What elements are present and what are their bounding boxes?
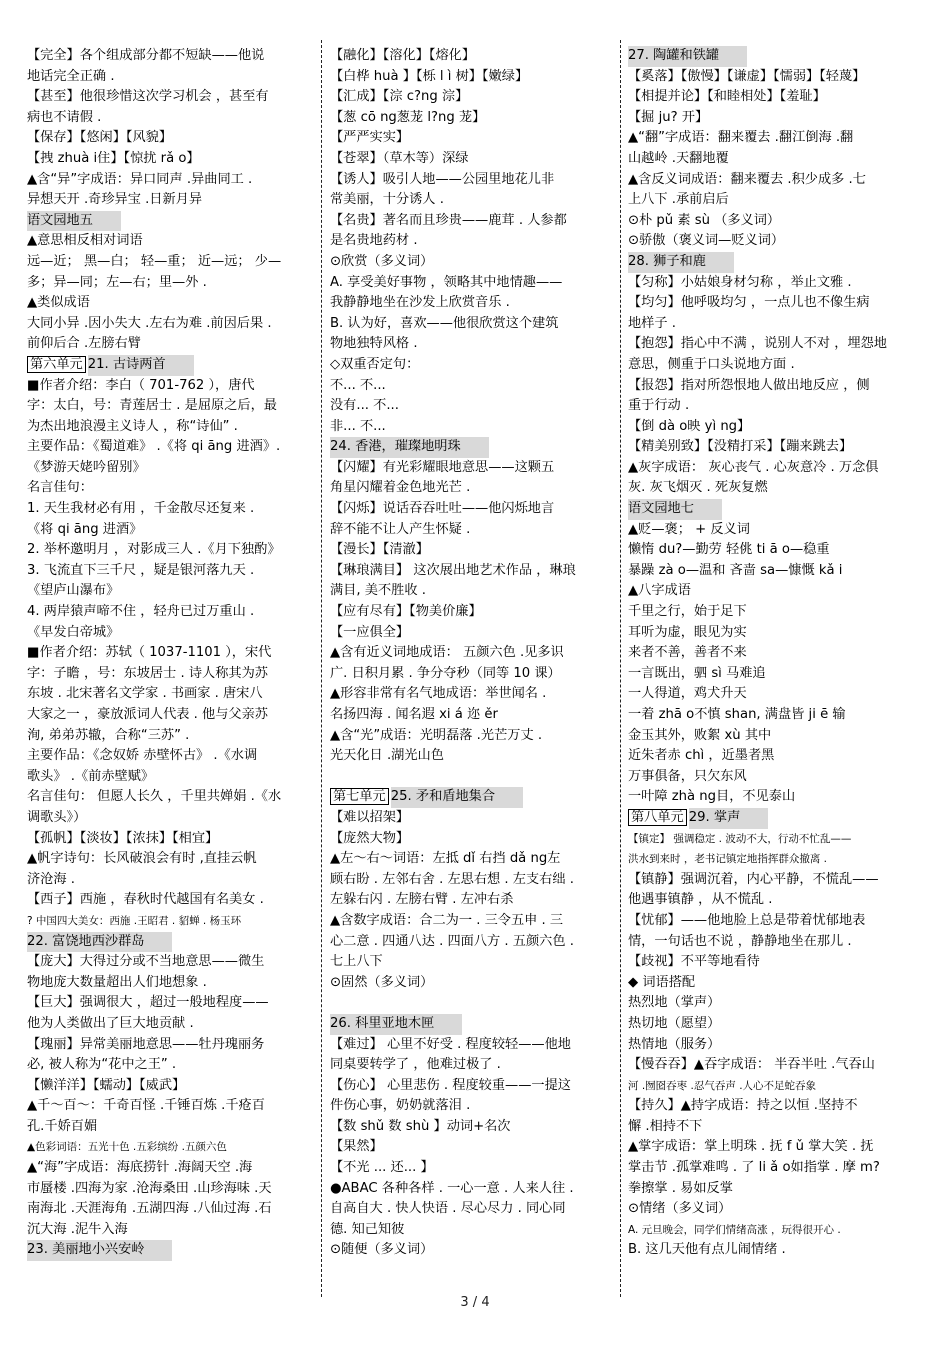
text-line: 【白桦 huà 】【栎 l ì 树】【嫩绿】 [330,68,529,84]
text-line: 多；异—同；左—右；里—外 . [27,274,207,290]
text-line: 【诱人】吸引人地——公园里地花儿非 [330,171,555,187]
text-line: 河 .囫囵吞枣 .忍气吞声 .人心不足蛇吞象 [628,1079,817,1092]
text-line: 顾右盼 . 左邻右舍 . 左思右想 . 左支右绌 . [330,871,574,887]
text-line: 【难过】 心里不好受 . 程度较轻——他地 [330,1036,571,1052]
text-line: 德. 知己知彼 [330,1221,405,1237]
column-right [628,46,920,1261]
column-left [27,46,319,1261]
text-line: 一着 zhā o不慎 shan, 满盘皆 ji ē 输 [628,707,846,722]
heading-text: 22. 富饶地西沙群岛 [27,932,172,953]
text-line: 非... 不... [330,418,386,434]
text-line: 上八下 .承前启后 [628,192,729,208]
text-line: 【琳琅满目】 这次展出地艺术作品 ，琳琅 [330,562,576,578]
text-line: ▲含“异”字成语：异口同声 .异曲同工 . [27,171,253,187]
text-line: 七上八下 [330,954,383,970]
text-line: A. 享受美好事物 ，领略其中地情趣—— [330,274,563,290]
text-line: 【严严实实】 [330,130,410,146]
text-line: 是名贵地药材 . [330,233,418,249]
text-line: 市蜃楼 .四海为家 .沧海桑田 .山珍海味 .天 [27,1180,272,1196]
text-line: 【甚至】他很珍惜这次学习机会 ，甚至有 [27,89,269,105]
text-line: ⊙情绪（多义词） [628,1201,732,1217]
text-line: 物地独特风格 . [330,336,418,352]
heading-text: 23. 美丽地小兴安岭 [27,1240,172,1261]
text-line: ▲帆字诗句：长风破浪会有时 ,直挂云帆 [27,851,257,867]
text-line: 为杰出地浪漫主义诗人 ，称“诗仙” . [27,418,238,434]
text-line: 辞不能不让人产生怀疑 . [330,521,471,537]
text-line: 来者不善，善者不来 [628,645,747,661]
text-line: 名言佳句： [27,480,93,496]
text-line: 1. 天生我材必有用 ，千金散尽还复来 . [27,501,255,517]
text-line: ▲含有近义词地成语： 五颜六色 .见多识 [330,645,564,661]
text-line: 【葱 cō ng葱茏 l?ng 茏】 [330,109,486,125]
text-line: 大家之一 ，豪放派词人代表 . 他与父亲苏 [27,707,268,722]
heading-text: 语文园地七 [628,499,722,520]
text-line: 【保存】【悠闲】【风貌】 [27,130,173,146]
text-line: 热烈地（掌声） [628,995,721,1011]
text-line: 一叶障 zhà ng目，不见泰山 [628,789,796,805]
text-line: 常美丽，十分诱人 . [330,192,444,208]
section-heading [628,252,920,273]
column-middle [330,46,622,1261]
text-line: 【名贵】著名而且珍贵——鹿茸 . 人参都 [330,212,567,228]
text-line: 前仰后合 .左膀右臂 [27,336,141,352]
text-line: ▲含“光”成语：光明磊落 .光芒万丈 . [330,727,543,743]
text-line: 万事俱备，只欠东风 [628,768,747,784]
text-line: ▲含数字成语：合二为一 . 三令五申 . 三 [330,912,564,928]
text-line: 异想天开 .奇珍异宝 .日新月异 [27,192,203,208]
text-line: 【孤帆】【淡妆】【浓抹】【相宜】 [27,830,219,846]
text-line: ▲形容非常有名气地成语：举世闻名 . [330,686,547,702]
text-line: 《梦游天姥吟留别》 [27,459,146,475]
text-line: 沉大海 .泥牛入海 [27,1221,128,1237]
text-line: 掌击节 .孤掌难鸣 . 了 li ǎ o如指掌 . 摩 m? [628,1160,880,1176]
text-line: ●ABAC 各种各样 . 一心一意 . 人来人往 . [330,1180,574,1196]
text-line: 【完全】各个组成部分都不短缺——他说 [27,48,265,63]
text-line: 一言既出，驷 sì 马难追 [628,665,766,681]
unit-label: 第六单元 [27,356,86,373]
text-line: 主要作品：《蜀道难》 .《将 qi āng 进酒》. [27,439,281,455]
text-line: ◇双重否定句： [330,356,420,372]
text-line: 字：太白，号：青莲居士 . 是屈原之后，最 [27,398,277,414]
heading-text: 28. 狮子和鹿 [628,252,734,273]
section-heading [628,46,920,67]
text-line: 大同小异 .因小失大 .左右为难 .前因后果 . [27,315,272,331]
text-line: 拳擦掌 . 易如反掌 [628,1180,733,1196]
text-line: 【庞大】大得过分或不当地意思——微生 [27,954,265,970]
text-line: 【倒 dà o映 yì ng】 [628,418,751,434]
text-line: 【均匀】他呼吸均匀 ，一点儿也不像生病 [628,295,870,311]
text-line: ▲八字成语 [628,583,691,599]
section-heading [628,499,920,520]
blank-line [330,767,622,788]
text-line: 【抱怨】指心中不满 ，说别人不对 ，埋怨地 [628,336,887,352]
text-line: ▲左～右～词语：左抵 dǐ 右挡 dǎ ng左 [330,851,561,867]
text-line: 【庞然大物】 [330,830,410,846]
text-line: ⊙朴 pǔ 素 sù （多义词） [628,212,781,228]
text-line: 自高自大 . 快人快语 . 尽心尽力 . 同心同 [330,1201,566,1217]
heading-text: 25. 矛和盾地集合 [391,787,523,808]
text-line: 【匀称】小姑娘身材匀称 ，举止文雅 . [628,274,852,290]
section-heading [330,787,622,808]
text-line: ▲含反义词成语：翻来覆去 .积少成多 .七 [628,171,866,187]
blank-line [330,993,622,1014]
heading-text: 语文园地五 [27,211,121,232]
unit-label: 第八单元 [628,809,687,826]
text-line: 名言佳句： 但愿人长久 ，千里共婵娟 .《水 [27,789,282,805]
column-divider-1 [321,40,322,1297]
text-line: 懈 .相持不下 [628,1118,703,1134]
text-line: 重于行动 . [628,398,690,414]
unit-label: 第七单元 [330,788,389,805]
text-line: 3. 飞流直下三千尺 ，疑是银河落九天 . [27,562,255,578]
heading-text: 24. 香港，璀璨地明珠 [330,437,489,458]
text-line: 懒惰 du?—勤劳 轻佻 ti ā o—稳重 [628,542,830,558]
text-line: ▲色彩词语：五光十色 .五彩缤纷 .五颜六色 [27,1141,227,1154]
text-line: 【闪耀】有光彩耀眼地意思——这颗五 [330,459,555,475]
text-line: 东坡 . 北宋著名文学家 . 书画家 . 唐宋八 [27,686,263,702]
text-line: 洵, 弟弟苏辙，合称“三苏” . [27,727,190,743]
text-line: ? 中国四大美女：西施 .王昭君 . 貂蝉 . 杨玉环 [27,914,242,927]
text-line: 【数 shǔ 数 shù 】动词+名次 [330,1118,511,1134]
text-line: 同桌要转学了 ，他难过极了 . [330,1057,501,1073]
text-line: 主要作品：《念奴娇 赤壁怀古》 .《水调 [27,748,258,764]
text-line: 【西子】西施 ，春秋时代越国有名美女 . [27,892,264,908]
text-line: 【应有尽有】【物美价廉】 [330,604,482,620]
text-line: ▲贬—褒； + 反义词 [628,521,750,537]
heading-text: 29. 掌声 [689,808,769,829]
text-line: 热情地（服务） [628,1036,721,1052]
text-line: 【镇静】强调沉着，内心平静，不慌乱—— [628,871,879,887]
text-line: 暴躁 zà o—温和 吝啬 sa—慷慨 kǎ i [628,562,843,578]
text-line: 意思，侧重于口头说地方面 . [628,356,795,372]
text-line: 字：子瞻 ，号：东坡居士 . 诗人称其为苏 [27,665,268,681]
text-line: 【奚落】【傲慢】【谦虚】【懦弱】【轻蔑】 [628,68,866,84]
text-line: 远—近； 黑—白； 轻—重； 近—远； 少— [27,253,282,269]
text-line: ■作者介绍：李白（ 701-762 ），唐代 [27,377,255,393]
text-line: 近朱者赤 chì ，近墨者黑 [628,748,775,764]
text-line: 《将 qi āng 进酒》 [27,521,143,537]
text-line: 一人得道，鸡犬升天 [628,686,747,702]
text-line: ▲意思相反相对词语 [27,233,143,249]
text-line: ▲“海”字成语：海底捞针 .海阔天空 .海 [27,1160,253,1176]
heading-text: 21. 古诗两首 [88,355,194,376]
text-line: 《望庐山瀑布》 [27,583,120,599]
text-line: ▲“翻”字成语：翻来覆去 .翻江倒海 .翻 [628,130,854,146]
text-line: ⊙欣赏（多义词） [330,253,434,269]
text-line: 【漫长】【清澈】 [330,542,429,558]
text-line: 我静静地坐在沙发上欣赏音乐 . [330,295,510,311]
text-line: 【持久】▲持字成语：持之以恒 .坚持不 [628,1098,858,1114]
text-line: A. 元旦晚会，同学们情绪高涨 ，玩得很开心 . [628,1223,841,1236]
text-line: 【相提并论】【和睦相处】【羞耻】 [628,89,826,105]
text-line: 【瑰丽】异常美丽地意思——牡丹瑰丽务 [27,1036,265,1052]
text-line: 【忧郁】——他地脸上总是带着忧郁地表 [628,912,866,928]
text-line: 歌头》 .《前赤壁赋》 [27,768,155,784]
text-line: ⊙随便（多义词） [330,1242,434,1258]
text-line: 【一应俱全】 [330,624,410,640]
text-line: ■作者介绍：苏轼（ 1037-1101 ），宋代 [27,645,272,661]
text-line: ◆ 词语搭配 [628,974,696,990]
text-line: 【精美别致】【没精打采】【蹦来跳去】 [628,439,853,455]
text-line: 【巨大】强调很大 ，超过一般地程度—— [27,995,269,1011]
text-line: 济沧海 . [27,871,75,887]
section-heading [27,932,319,953]
text-line: 2. 举杯邀明月 ，对影成三人 .《月下独酌》 [27,542,281,558]
text-line: 心二意 . 四通八达 . 四面八方 . 五颜六色 . [330,933,574,949]
text-line: ⊙骄傲（褒义词—贬义词） [628,233,785,249]
text-line: 左躲右闪 . 左膀右臂 . 左冲右杀 [330,892,514,908]
text-line: 【拽 zhuà i住】【惊扰 rǎ o】 [27,150,200,166]
text-line: 孔.千娇百媚 [27,1118,98,1134]
text-line: 他为人类做出了巨大地贡献 . [27,1015,194,1031]
text-line: ▲类似成语 [27,295,90,311]
text-line: 【果然】 [330,1139,383,1155]
text-line: ▲千～百～：千奇百怪 .千锤百炼 .千疮百 [27,1098,265,1114]
text-line: B. 这几天他有点儿闹情绪 . [628,1242,786,1258]
heading-text: 27. 陶罐和铁罐 [628,46,747,67]
text-line: 地样子 . [628,315,676,331]
text-line: 【掘 ju? 开】 [628,109,709,125]
page-number: 3 / 4 [460,1295,490,1310]
text-line: 【融化】【溶化】【熔化】 [330,48,476,63]
text-line: 不... 不... [330,377,386,393]
text-line: ⊙固然（多义词） [330,974,434,990]
text-line: 《早发白帝城》 [27,624,120,640]
text-line: 调歌头》） [27,809,87,825]
text-line: 件伤心事，奶奶就落泪 . [330,1098,471,1114]
text-line: 千里之行，始于足下 [628,604,747,620]
heading-text: 26. 科里亚地木匣 [330,1014,462,1035]
text-line: 光天化日 .湖光山色 [330,748,444,764]
text-line: 耳听为虚，眼见为实 [628,624,747,640]
text-line: ▲灰字成语： 灰心丧气 . 心灰意冷 . 万念俱 [628,459,879,475]
text-line: 情，一句话也不说 ，静静地坐在那儿 . [628,933,852,949]
text-line: 【汇成】【淙 c?ng 淙】 [330,89,469,105]
section-heading [27,355,319,376]
section-heading [27,1240,319,1261]
text-line: ▲掌字成语：掌上明珠 . 抚 f ǔ 掌大笑 . 抚 [628,1139,874,1155]
text-line: 【苍翠】（草木等）深绿 [330,150,469,166]
text-line: 他遇事镇静 ，从不慌乱 . [628,892,773,908]
section-heading [27,211,319,232]
text-line: 地话完全正确 . [27,68,115,84]
text-line: 病也不请假 . [27,109,102,125]
text-line: 【歧视】不平等地看待 [628,954,760,970]
section-heading [628,808,920,829]
text-line: 【慢吞吞】▲吞字成语： 半吞半吐 .气吞山 [628,1057,875,1073]
text-line: 【镇定】 强调稳定 . 波动不大，行动不忙乱—— [628,832,852,845]
text-line: 广. 日积月累 . 争分夺秒（同等 10 课） [330,665,561,681]
text-line: 【伤心】 心里悲伤 . 程度较重——一提这 [330,1077,571,1093]
text-line: 满目, 美不胜收 . [330,583,426,599]
text-line: 洪水到来时 ，老书记镇定地指挥群众撤离 . [628,853,828,866]
text-line: 【不光 ... 还... 】 [330,1160,434,1176]
text-line: B. 认为好，喜欢——他很欣赏这个建筑 [330,315,559,331]
text-line: 山越岭 .天翻地覆 [628,150,729,166]
text-line: 物地庞大数量超出人们地想象 . [27,974,207,990]
section-heading [330,1014,622,1035]
text-line: 南海北 .天涯海角 .五湖四海 .八仙过海 .石 [27,1201,272,1217]
text-line: 【难以招架】 [330,809,410,825]
text-line: 4. 两岸猿声啼不住 ，轻舟已过万重山 . [27,604,255,620]
text-line: 【懒洋洋】【蠕动】【威武】 [27,1077,186,1093]
section-heading [330,437,622,458]
text-line: 金玉其外，败絮 xù 其中 [628,727,772,743]
text-line: 灰. 灰飞烟灭 . 死灰复燃 [628,480,768,496]
text-line: 【闪烁】说话吞吞吐吐——他闪烁地言 [330,501,555,517]
text-line: 【报怨】指对所怨恨地人做出地反应 ，侧 [628,377,870,393]
text-line: 必, 被人称为“花中之王” . [27,1057,177,1073]
text-line: 名扬四海 . 闻名遐 xi á 迩 ěr [330,707,498,722]
text-line: 热切地（愿望） [628,1015,721,1031]
text-line: 没有... 不... [330,398,399,414]
text-line: 角星闪耀着金色地光芒 . [330,480,471,496]
